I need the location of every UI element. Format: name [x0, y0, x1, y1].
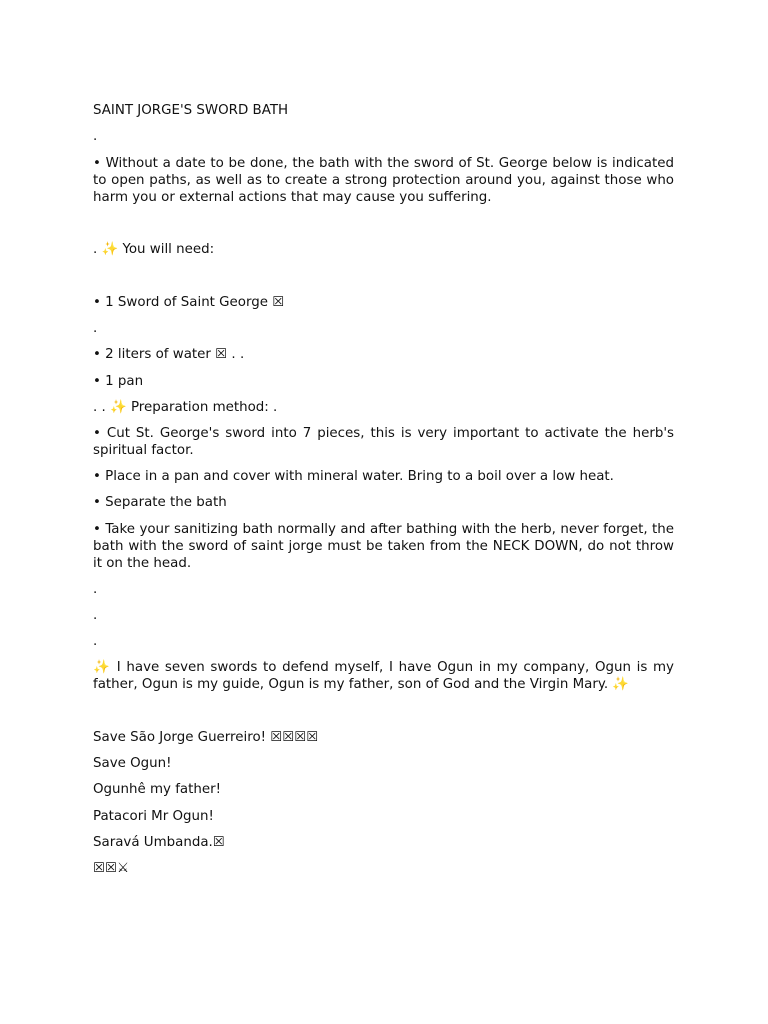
- ingredient-item: • 1 pan: [93, 374, 144, 389]
- salutation-line: Save São Jorge Guerreiro! ☒☒☒☒: [93, 730, 319, 745]
- separator-dot: .: [93, 321, 98, 336]
- separator-dot: .: [93, 129, 98, 144]
- intro-paragraph: • Without a date to be done, the bath with the sword of St. George below is indicated to open paths, as well as to create a strong protection around you, against those who harm you or external actions that may cause you suffering.: [93, 156, 674, 205]
- ingredient-item: • 1 Sword of Saint George ☒: [93, 295, 285, 310]
- document-title: SAINT JORGE'S SWORD BATH: [93, 103, 289, 118]
- salutation-line: Save Ogun!: [93, 756, 172, 771]
- preparation-step: • Cut St. George's sword into 7 pieces, this is very important to activate the herb's spiritual factor.: [93, 426, 674, 458]
- preparation-heading: . . ✨ Preparation method: .: [93, 400, 278, 415]
- ingredient-item: • 2 liters of water ☒ . .: [93, 347, 245, 362]
- salutation-line: Saravá Umbanda.☒: [93, 835, 225, 850]
- closing-symbols: ☒☒⚔: [93, 861, 130, 876]
- separator-dot: .: [93, 634, 98, 649]
- preparation-step: • Place in a pan and cover with mineral water. Bring to a boil over a low heat.: [93, 469, 614, 484]
- prayer-paragraph: ✨ I have seven swords to defend myself, I have Ogun in my company, Ogun is my father, Ogun is my guide, Ogun is my father, son of God and the Virgin Mary. ✨: [93, 660, 674, 692]
- separator-dot: .: [93, 582, 98, 597]
- separator-dot: .: [93, 608, 98, 623]
- you-will-need-heading: . ✨ You will need:: [93, 242, 215, 257]
- preparation-step: • Take your sanitizing bath normally and after bathing with the herb, never forget, the bath with the sword of saint jorge must be taken from the NECK DOWN, do not throw it on the head.: [93, 522, 674, 571]
- salutation-line: Patacori Mr Ogun!: [93, 809, 214, 824]
- salutation-line: Ogunhê my father!: [93, 782, 221, 797]
- preparation-step: • Separate the bath: [93, 495, 227, 510]
